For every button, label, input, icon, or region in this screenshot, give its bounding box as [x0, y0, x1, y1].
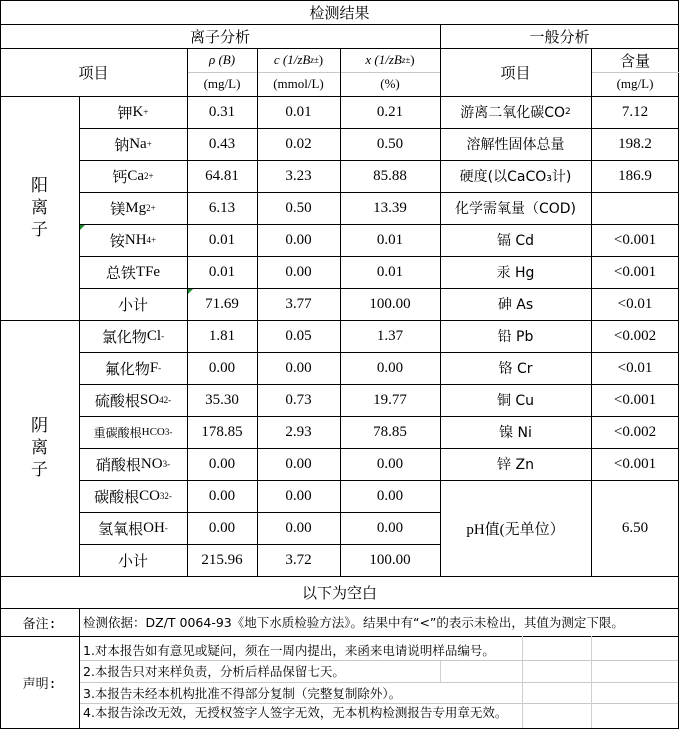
- ion-formula: TFe: [135, 263, 161, 280]
- grid-line: [0, 0, 679, 1]
- content-header: 含量: [619, 51, 650, 70]
- grid-line: [79, 416, 679, 417]
- general-item: [440, 320, 591, 352]
- remarks-label: 备注:: [22, 616, 57, 632]
- grid-line: [0, 636, 679, 637]
- ion-pct-value: 19.77: [373, 391, 407, 408]
- general-item: [440, 384, 591, 416]
- ion-mg-value: 0.00: [208, 455, 236, 472]
- content-unit-header: (mg/L): [616, 76, 654, 91]
- general-value: 186.9: [618, 167, 652, 184]
- ion-name-cell: [79, 544, 187, 576]
- general-value: <0.001: [613, 231, 657, 248]
- grid-line: [79, 544, 440, 545]
- ion-mmol-value: 0.00: [285, 263, 312, 280]
- general-item-label: 镍 Ni: [499, 425, 532, 441]
- ion-name: 钠: [114, 137, 130, 154]
- general-item-label: 铅 Pb: [497, 329, 534, 345]
- ion-mmol-value: 0.02: [285, 135, 312, 152]
- ion-name-cell: 氯化物 Cl -: [101, 327, 165, 346]
- ion-mmol-value: 3.23: [285, 167, 312, 184]
- ion-mmol-value: 0.73: [285, 391, 312, 408]
- general-item: [440, 192, 591, 224]
- general-item: [440, 448, 591, 480]
- ion-formula: K: [132, 103, 144, 120]
- ion-mg-value: 0.43: [208, 135, 236, 152]
- ion-name-cell: 铵 NH 4 +: [109, 231, 157, 250]
- ion-name-cell: 镁 Mg 2+: [110, 199, 156, 218]
- ion-name-cell: 钾 K +: [117, 103, 149, 122]
- ion-mg-value: 215.96: [201, 551, 243, 568]
- statement-line-3: 3.本报告未经本机构批准不得部分复制（完整复制除外）。: [83, 685, 402, 701]
- unit-mmol-header: (mmol/L): [273, 76, 324, 91]
- ion-formula: Ca: [127, 167, 145, 184]
- ion-name: 氯化物: [101, 329, 147, 346]
- ion-name-cell: 硝酸根 NO 3 -: [95, 455, 171, 474]
- general-item: 游离二氧化碳CO 2: [440, 96, 591, 128]
- mass-concentration-header: [187, 48, 257, 72]
- grid-line: [79, 682, 678, 683]
- grid-line: [187, 72, 440, 73]
- general-item: [440, 288, 591, 320]
- ion-name-cell: 钠 Na +: [114, 135, 152, 154]
- grid-line: [522, 636, 523, 728]
- general-item: [440, 256, 591, 288]
- general-item: [440, 352, 591, 384]
- grid-line: [187, 48, 188, 576]
- anion-label-char: 子: [31, 460, 48, 480]
- grid-line: [79, 512, 440, 513]
- x-symbol: x: [365, 52, 372, 67]
- ion-name: 碳酸根: [94, 489, 140, 506]
- ion-mmol-value: 0.00: [285, 455, 312, 472]
- general-item-label: 镉 Cd: [496, 233, 535, 249]
- general-item-label: 铜 Cu: [496, 393, 535, 409]
- unit-pct-header: (%): [380, 76, 400, 91]
- grid-line: [440, 24, 441, 576]
- ion-mg-value: 35.30: [205, 391, 239, 408]
- ion-name: 小计: [117, 553, 148, 570]
- general-analysis-header: 一般分析: [529, 27, 590, 46]
- ion-mmol-value: 0.00: [285, 487, 312, 504]
- ion-item-header: 项目: [78, 63, 109, 82]
- general-item: [440, 160, 591, 192]
- anion-label-char: 阴: [31, 416, 48, 436]
- ion-pct-value: 85.88: [373, 167, 407, 184]
- general-item-header: 项目: [500, 63, 531, 82]
- grid-line: [79, 660, 678, 661]
- blank-below-note: 以下为空白: [301, 583, 377, 602]
- ion-pct-value: 0.21: [376, 103, 404, 120]
- ion-name: 钙: [112, 169, 128, 186]
- ion-formula: F: [149, 359, 159, 376]
- general-item-label: 砷 As: [497, 297, 534, 313]
- molar-fraction-header: x (1/zB z± ): [365, 52, 415, 67]
- ion-name: 氢氧根: [98, 521, 144, 538]
- grid-line: [79, 288, 679, 289]
- unit-mg-header: (mg/L): [203, 76, 241, 91]
- c-close: ): [318, 52, 324, 67]
- ion-mmol-value: 0.05: [285, 327, 312, 344]
- ion-mg-value: 0.01: [208, 263, 236, 280]
- ion-name: 铵: [109, 233, 125, 250]
- ion-name: 硫酸根: [94, 393, 140, 410]
- grid-line: [79, 128, 679, 129]
- ion-name: 氟化物: [104, 361, 150, 378]
- ion-formula: Cl: [146, 327, 162, 344]
- grid-line: [0, 0, 1, 729]
- ion-pct-value: 0.00: [376, 359, 404, 376]
- ion-mg-value: 1.81: [208, 327, 236, 344]
- ion-mg-value: 178.85: [201, 423, 243, 440]
- anion-group-label: [0, 320, 79, 576]
- ion-mmol-value: 0.00: [285, 231, 312, 248]
- ion-mmol-value: 3.72: [285, 551, 312, 568]
- rho-arg: (B): [218, 52, 236, 67]
- grid-line: [79, 448, 679, 449]
- grid-line: [257, 48, 258, 576]
- ion-pct-value: 0.01: [376, 263, 404, 280]
- ion-analysis-header: 离子分析: [189, 27, 250, 46]
- ion-pct-value: 0.50: [376, 135, 404, 152]
- general-value: <0.002: [613, 327, 657, 344]
- remarks-text: 检测依据：DZ/T 0064-93《地下水质检验方法》。结果中有“<”的表示未检出，其值为测定下限。: [83, 615, 624, 630]
- ion-name-cell: [79, 256, 187, 288]
- ion-formula: CO: [139, 487, 160, 504]
- general-value: [591, 192, 679, 224]
- cell-comment-marker: [80, 225, 85, 230]
- general-item-label: 硬度(以CaCO₃计): [459, 169, 572, 185]
- grid-line: [340, 48, 341, 576]
- rho-symbol: ρ: [208, 52, 216, 67]
- ion-mmol-value: 0.50: [285, 199, 312, 216]
- general-value: 198.2: [618, 135, 652, 152]
- ion-formula: SO: [139, 391, 160, 408]
- ion-name: 镁: [110, 201, 126, 218]
- ion-pct-value: 0.00: [376, 487, 404, 504]
- cation-label-char: 离: [31, 198, 48, 218]
- grid-line: [0, 608, 679, 609]
- grid-line: [79, 96, 80, 576]
- ion-pct-value: 0.00: [376, 455, 404, 472]
- statement-label: 声明:: [22, 676, 57, 692]
- grid-line: [591, 72, 679, 73]
- ion-name-cell: 碳酸根 CO 3 2-: [94, 487, 172, 506]
- ion-mmol-value: 3.77: [285, 295, 312, 312]
- ion-name-cell: 钙 Ca 2+: [112, 167, 154, 186]
- ion-mg-value: 0.00: [208, 359, 236, 376]
- x-close: ): [410, 52, 415, 67]
- grid-line: [79, 160, 679, 161]
- grid-line: [79, 608, 80, 729]
- cation-label-char: 阳: [31, 176, 48, 196]
- general-item: [440, 128, 591, 160]
- grid-line: [79, 224, 679, 225]
- general-item-label: 溶解性固体总量: [466, 137, 565, 153]
- ion-name: 重碳酸根: [93, 425, 142, 440]
- ion-mg-value: 0.00: [208, 519, 236, 536]
- grid-line: [0, 576, 679, 577]
- grid-line: [440, 660, 441, 682]
- ph-value: 6.50: [621, 519, 649, 536]
- grid-line: [79, 384, 679, 385]
- ion-formula: NH: [124, 231, 147, 248]
- grid-line: [79, 480, 679, 481]
- general-item-label: 汞 Hg: [496, 265, 535, 281]
- ion-pct-value: 78.85: [373, 423, 407, 440]
- ion-name: 硝酸根: [95, 457, 141, 474]
- ion-mg-value: 71.69: [205, 295, 239, 312]
- grid-line: [79, 352, 679, 353]
- ion-name-cell: [79, 288, 187, 320]
- grid-line: [591, 636, 592, 728]
- ion-mg-value: 0.00: [208, 487, 236, 504]
- general-value: 7.12: [621, 103, 649, 120]
- ion-name-cell: 氢氧根 OH -: [98, 519, 168, 538]
- ion-pct-value: 100.00: [369, 295, 411, 312]
- statement-line-2: 2.本报告只对来样负责，分析后样品保留七天。: [83, 664, 345, 679]
- grid-line: [79, 192, 679, 193]
- ion-formula: OH: [143, 519, 165, 536]
- general-item-label: 锌 Zn: [497, 457, 534, 473]
- cell-comment-marker: [188, 289, 193, 294]
- ion-mmol-value: 2.93: [285, 423, 312, 440]
- ion-mg-value: 0.31: [208, 103, 236, 120]
- ion-name-cell: 氟化物 F -: [104, 359, 162, 378]
- ion-formula: NO: [140, 455, 163, 472]
- general-item-label: 游离二氧化碳CO: [460, 105, 566, 121]
- general-value: <0.01: [617, 295, 653, 312]
- report-title: 检测结果: [309, 3, 370, 22]
- ph-item: pH值(无单位）: [466, 521, 565, 538]
- grid-line: [0, 24, 679, 25]
- ion-formula: Na: [129, 135, 147, 152]
- ion-mmol-value: 0.00: [285, 519, 312, 536]
- ion-name: 钾: [117, 105, 133, 122]
- c-arg: (1/zB: [282, 52, 311, 67]
- ion-pct-value: 100.00: [369, 551, 411, 568]
- x-arg: (1/zB: [374, 52, 402, 67]
- ion-mg-value: 64.81: [205, 167, 239, 184]
- cation-group-label: [0, 96, 79, 320]
- ion-mmol-value: 0.01: [285, 103, 312, 120]
- anion-label-char: 离: [31, 438, 48, 458]
- ion-mg-value: 0.01: [208, 231, 236, 248]
- general-value: <0.001: [613, 455, 657, 472]
- grid-line: [79, 256, 679, 257]
- c-symbol: c: [273, 52, 280, 67]
- cation-label-char: 子: [31, 220, 48, 240]
- ion-formula: Mg: [125, 199, 147, 216]
- general-item-label: 铬 Cr: [498, 361, 533, 377]
- grid-line: [591, 48, 592, 576]
- molar-concentration-header: c (1/zB z± ): [273, 52, 324, 67]
- statement-line-1: 1.对本报告如有意见或疑问，须在一周内提出，来函来电请说明样品编号。: [83, 643, 495, 658]
- general-value: <0.001: [613, 263, 657, 280]
- general-item: [440, 224, 591, 256]
- general-value: <0.01: [617, 359, 653, 376]
- grid-line: [79, 703, 678, 704]
- ion-name: 总铁: [105, 265, 136, 282]
- ion-mg-value: 6.13: [208, 199, 236, 216]
- ion-pct-value: 13.39: [373, 199, 407, 216]
- ion-name-cell: 硫酸根 SO 4 2-: [94, 391, 172, 410]
- ion-formula: HCO: [141, 426, 165, 438]
- general-value: <0.002: [613, 423, 657, 440]
- statement-line-4: 4.本报告涂改无效，无授权签字人签字无效，无本机构检测报告专用章无效。: [83, 705, 508, 720]
- general-value: <0.001: [613, 391, 657, 408]
- ion-pct-value: 0.00: [376, 519, 404, 536]
- ion-pct-value: 0.01: [376, 231, 404, 248]
- ion-pct-value: 1.37: [376, 327, 404, 344]
- general-item-label: 化学需氧量（COD): [454, 201, 577, 217]
- ion-name-cell: 重碳酸根 HCO 3 -: [93, 425, 173, 440]
- general-item: [440, 416, 591, 448]
- ion-name: 小计: [117, 297, 148, 314]
- ion-mmol-value: 0.00: [285, 359, 312, 376]
